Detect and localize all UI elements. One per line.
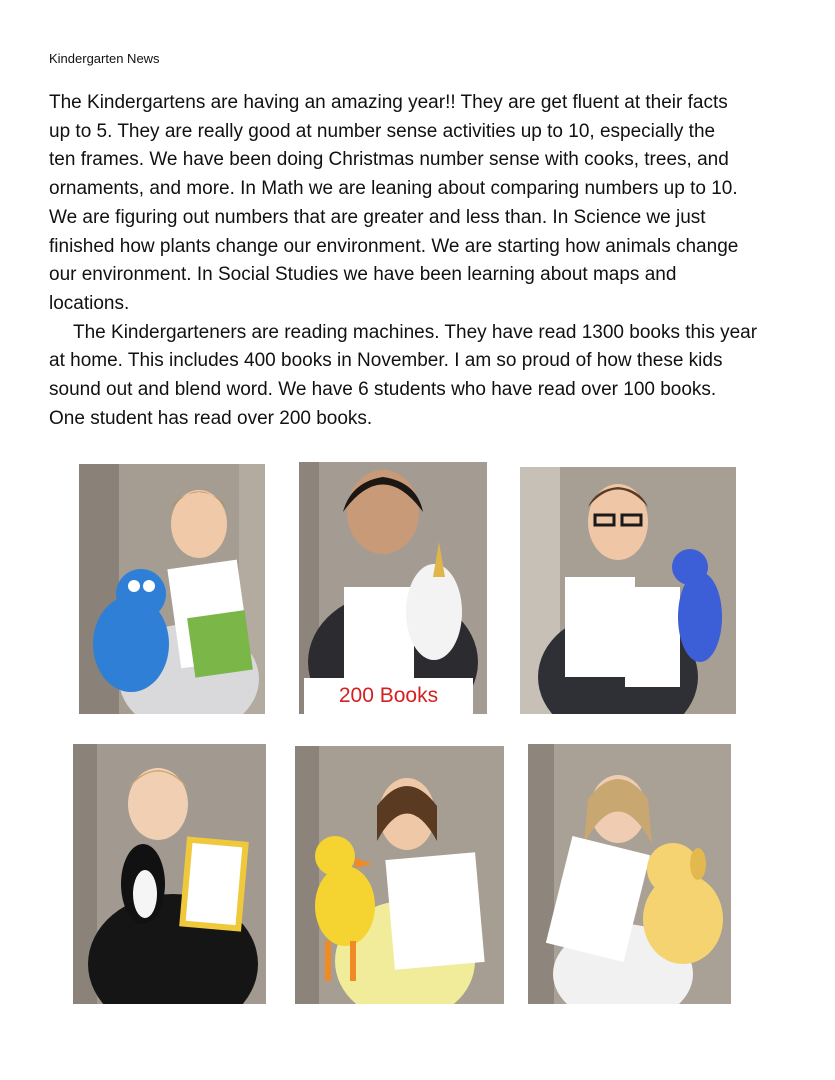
photo-illustration xyxy=(73,744,266,1004)
paragraph-1-line: ten frames. We have been doing Christmas number sense with cooks, trees, and xyxy=(49,149,729,171)
article-body xyxy=(49,89,809,433)
photo-illustration xyxy=(520,467,736,714)
paragraph-1-line: locations. xyxy=(49,292,130,314)
photo-illustration xyxy=(299,462,487,714)
paragraph-2-line: at home. This includes 400 books in November. I am so proud of how these kids xyxy=(49,350,723,372)
paragraph-1-line: up to 5. They are really good at number sense activities up to 10, especially the xyxy=(49,120,716,142)
paragraph-2-line: sound out and blend word. We have 6 students who have read over 100 books. xyxy=(49,379,717,401)
paragraph-1-line: finished how plants change our environment. We are starting how animals change xyxy=(49,235,739,257)
paragraph-2-line: One student has read over 200 books. xyxy=(49,407,373,429)
photo-caption: 200 Books xyxy=(338,684,439,707)
student-photo xyxy=(528,744,731,1004)
photo-illustration xyxy=(528,744,731,1004)
student-photo xyxy=(79,464,265,714)
page-label: Kindergarten News xyxy=(49,51,160,66)
student-photo xyxy=(73,744,266,1004)
photo-illustration xyxy=(295,746,504,1004)
student-photo xyxy=(299,462,487,714)
student-photo xyxy=(295,746,504,1004)
student-photo xyxy=(520,467,736,714)
paragraph-1-line: our environment. In Social Studies we have been learning about maps and xyxy=(49,264,677,286)
photo-illustration xyxy=(79,464,265,714)
paragraph-1-line: ornaments, and more. In Math we are leaning about comparing numbers up to 10. xyxy=(49,178,738,200)
paragraph-1-line: The Kindergartens are having an amazing year!! They are get fluent at their facts xyxy=(49,92,728,113)
photo-caption-box xyxy=(304,678,473,714)
paragraph-1-line: We are figuring out numbers that are greater and less than. In Science we just xyxy=(49,206,706,228)
paragraph-2-line: The Kindergarteners are reading machines. They have read 1300 books this year xyxy=(73,321,758,343)
